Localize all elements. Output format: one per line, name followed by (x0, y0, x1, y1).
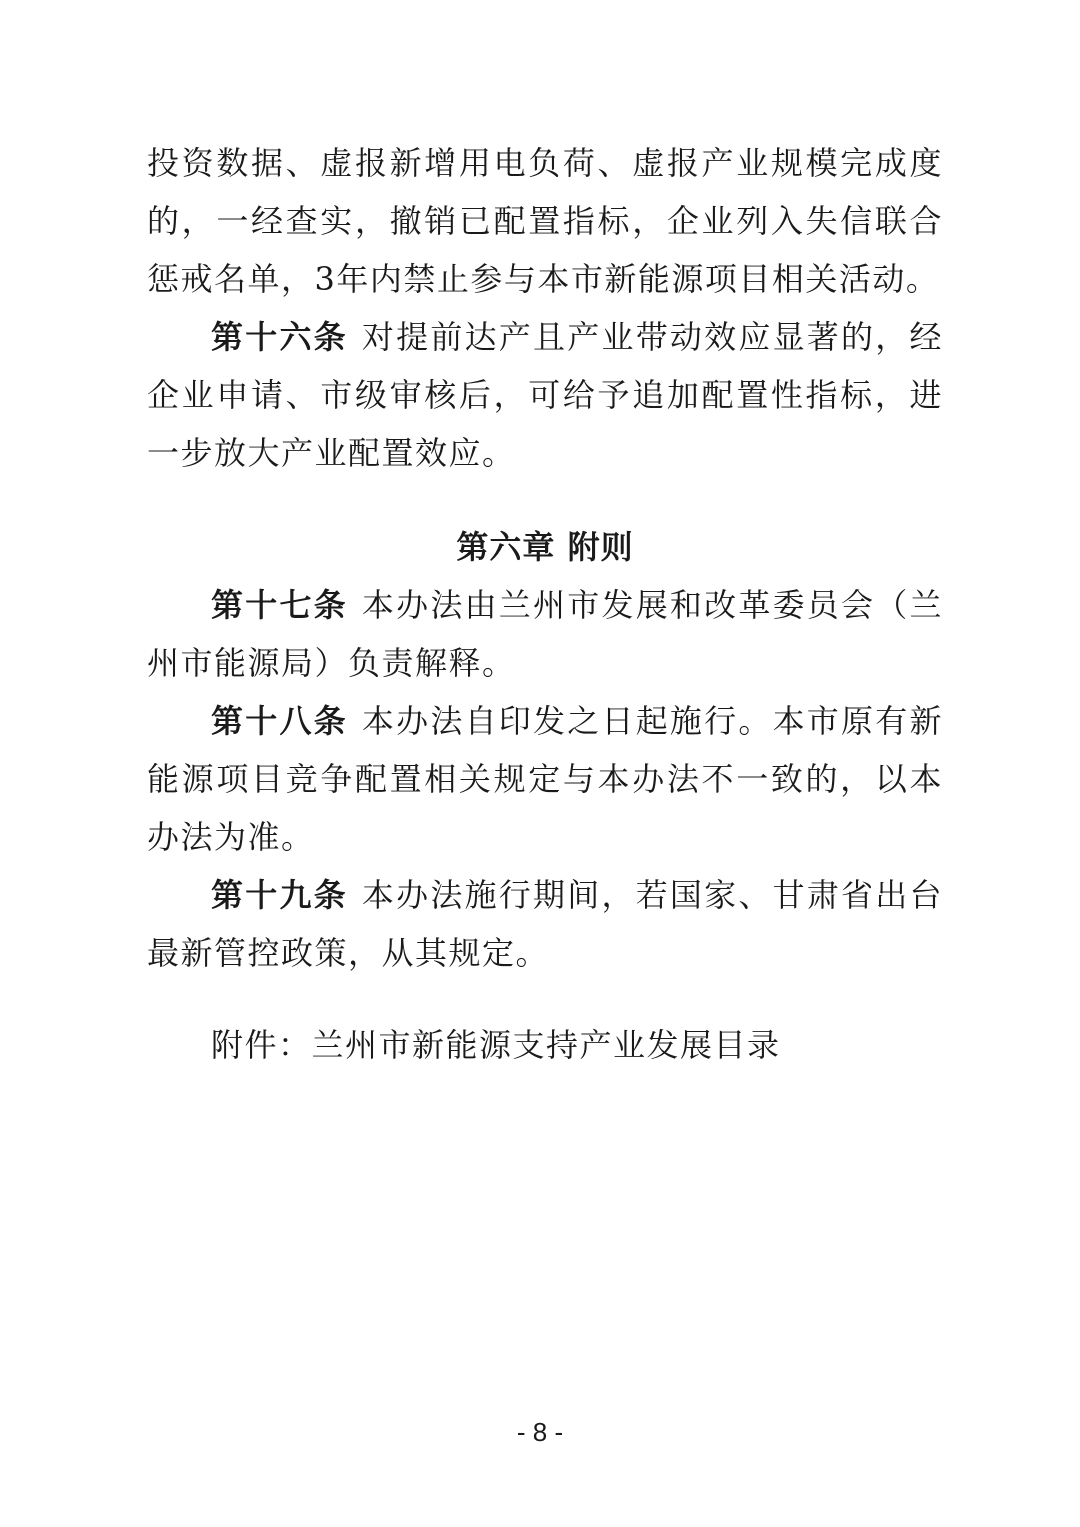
article-18 (147, 692, 943, 866)
article-text: 本办法施行期间，若国家、甘肃省出台最新管控政策，从其规定。 (147, 876, 943, 972)
article-label: 第十七条 (211, 586, 348, 624)
article-label: 第十六条 (211, 318, 348, 356)
article-label: 第十九条 (211, 876, 348, 914)
article-17 (147, 576, 943, 692)
article-text: 本办法自印发之日起施行。本市原有新能源项目竞争配置相关规定与本办法不一致的，以本办法为准。 (147, 702, 943, 856)
chapter-articles (147, 576, 943, 982)
top-section (147, 134, 943, 482)
article-16 (147, 308, 943, 482)
chapter-title: 第六章 附则 (456, 528, 634, 566)
attachment-note: 附件：兰州市新能源支持产业发展目录 (211, 1026, 781, 1064)
paragraph-text: 投资数据、虚报新增用电负荷、虚报产业规模完成度的，一经查实，撤销已配置指标，企业列入失信联合惩戒名单，3年内禁止参与本市新能源项目相关活动。 (147, 144, 943, 298)
article-text: 本办法由兰州市发展和改革委员会（兰州市能源局）负责解释。 (147, 586, 943, 682)
article-19 (147, 866, 943, 982)
article-text: 对提前达产且产业带动效应显著的，经企业申请、市级审核后，可给予追加配置性指标，进一步放大产业配置效应。 (147, 318, 943, 472)
article-label: 第十八条 (211, 702, 348, 740)
page-number: - 8 - (516, 1417, 564, 1447)
paragraph-continuation (147, 134, 943, 308)
